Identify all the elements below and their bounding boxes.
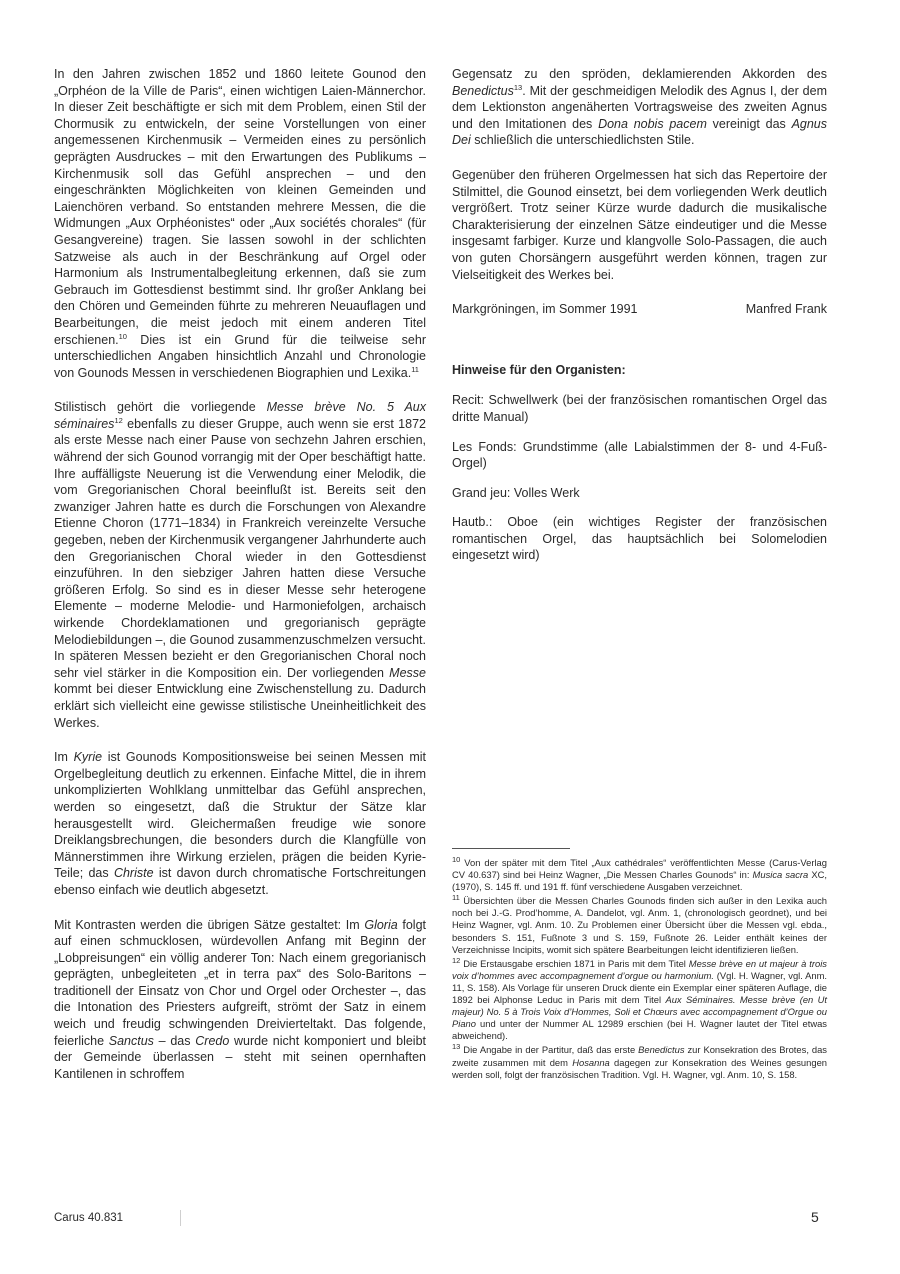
registration-hautbois: Hautb.: Oboe (ein wichtiges Register der französischen romantischen Orgel, das hauptsächlich bei Solomelodien eingesetzt wird): [452, 515, 827, 563]
page-number: 5: [811, 1209, 819, 1225]
paragraph-repertoire: Gegenüber den früheren Orgelmessen hat sich das Repertoire der Stilmittel, die Gounod einsetzt, bei dem vorliegenden Werk deutlich vergrößert. Trotz seiner Kürze wurde dadurch die musikalische Charakterisierung der einzelnen Sätze eindeutiger und die Messe insgesamt farbiger. Kurze und klangvolle Solo-Passagen, die auch von guten Chorsängern ausgeführt werden können, tragen zur Vielseitigkeit des Werkes bei.: [452, 167, 827, 282]
place-date: Markgröningen, im Sommer 1991: [452, 302, 638, 317]
paragraph-benedictus: Gegensatz zu den spröden, deklamierenden Akkorden des Benedictus$^{13}$. Mit der geschmeidigen Melodik des Agnus I, der dem dem Lektionston angenäherten Vortragsweise des zweiten Agnus und den Imitationen des Dona nobis pacem vereinigt das Agnus Dei schließlich die unterschiedlichsten Stile.: [452, 67, 828, 148]
paragraph-orpheon: In den Jahren zwischen 1852 und 1860 leitete Gounod den „Orphéon de la Ville de Paris“, einen wichtigen Laien-Männerchor. In dieser Zeit beschäftigte er sich mit dem Problem, einen Stil der Chormusik zu entwickeln, der seine Vorstellungen von einer angemessenen Kirchenmusik – Vermeiden eines zu persönlich geprägten Ausdruckes – mit den Erwartungen des Publikums – Kirchenmusik soll das Gefühl ansprechen – und den eingeschränkten Möglichkeiten von kleinen Gemeinden und Laienchören verband. So entstanden mehrere Messen, die die Widmungen „Aux Orphéonistes“ oder „Aux sociétés chorales“ (für Gesangvereine) tragen. Sie lassen sowohl in der schlichten Satzweise als auch in der Beschränkung auf Orgel oder Harmonium als Instrumentalbegleitung erkennen, daß sie zum Gebrauch im Gottesdienst bestimmt sind. Ihr großer Anklang bei den Chören und Gemeinden führte zu mehreren Neuauflagen und Bearbeitungen, die meist jedoch mit einem anderen Titel erschienen.$^{10}$ Dies ist ein Grund für die teilweise sehr unterschiedlichen Angaben hinsichtlich Anzahl und Chronologie von Gounods Messen in verschiedenen Biographien und Lexika.$^{11}$: [54, 67, 426, 380]
left-column: [54, 66, 426, 1100]
footnote-13: $^{13}$ Die Angabe in der Partitur, daß das erste Benedictus zur Konsekration des Brotes, das zweite zusammen mit dem Hosanna dagegen zur Konsekration des Weines gesungen werden soll, folgt der französischen Tradition. Vgl. H. Wagner, vgl. Anm. 10, S. 158.: [452, 1042, 828, 1080]
organist-heading: Hinweise für den Organisten:: [452, 362, 626, 377]
footnote-ref-12: 12: [114, 415, 123, 425]
footnote-ref-11: 11: [411, 364, 419, 374]
registration-fonds: Les Fonds: Grundstimme (alle Labialstimmen der 8- und 4-Fuß-Orgel): [452, 439, 827, 471]
registration-list: [452, 392, 827, 564]
registration-grand-jeu: Grand jeu: Volles Werk: [452, 485, 580, 500]
right-column: [452, 66, 827, 577]
footnote-ref-10: 10: [118, 331, 127, 341]
paragraph-kyrie: Im Kyrie ist Gounods Kompositionsweise bei seinen Messen mit Orgelbegleitung deutlich zu erkennen. Einfache Mittel, die in ihrem unkomplizierten Wohlklang unmittelbar das Gefühl ansprechen, werden so eingesetzt, daß die Struktur der Sätze klar herausgestellt wird. Gleichermaßen freudige wie sonore Dreiklangsbrechungen, die besonders durch die Klangfülle von Männerstimmen ihre Wirkung erzielen, prägen die beiden Kyrie-Teile; das Christe ist davon durch chromatische Fortschreitungen ebenso einfach wie deutlich abgesetzt.: [54, 750, 427, 897]
footnotes: [452, 848, 827, 1083]
author-name: Manfred Frank: [745, 302, 827, 317]
paragraph-gloria: Mit Kontrasten werden die übrigen Sätze gestaltet: Im Gloria folgt auf einen schmucklosen, würdevollen Anfang mit Beginn der „Lobpreisungen“ ein völlig anderer Ton: Nach einem gregorianisch geprägten, unbegleiteten „et in terra pax“ des Solo-Baritons – traditionell der Einsatz von Chor und Orgel oder Orchester –, das die Intonation des Priesters aufgreift, strömt der Satz in einem weich und freudig schwingenden Dreivierteltakt. Das folgende, feierliche Sanctus – das Credo wurde nicht komponiert und bleibt der Gemeinde überlassen – steht mit seinen opernhaften Kantilenen in schroffem: [54, 917, 426, 1081]
footnote-12: $^{12}$ Die Erstausgabe erschien 1871 in Paris mit dem Titel Messe brève en ut majeur à trois voix d’hommes avec accompagnement d’orgue ou harmonium. (Vgl. H. Wagner, vgl. Anm. 11, S. 158). Als Vorlage für unseren Druck diente ein Exemplar einer späteren Auflage, die 1892 bei Alphonse Leduc in Paris mit dem Titel Aux Séminaires. Messe brève (en Ut majeur) No. 5 à Trois Voix d’Hommes, Soli et Chœurs avec accompagnement d’Orgue ou Piano und unter der Nummer AL 12989 erschien (bei H. Wagner lautet der Titel etwas abweichend).: [452, 955, 827, 1042]
registration-recit: Recit: Schwellwerk (bei der französischen romantischen Orgel das dritte Manual): [452, 393, 827, 424]
signature-line: [452, 301, 827, 318]
catalog-number: Carus 40.831: [54, 1212, 124, 1224]
footnote-10: $^{10}$ Von der später mit dem Titel „Aux cathédrales“ veröffentlichten Messe (Carus-Verlag CV 40.637) sind bei Heinz Wagner, „Die Messen Charles Gounods“ in: Musica sacra XC, (1970), S. 145 ff. und 191 ff. fünf verschiedene Ausgaben verzeichnet.: [452, 854, 827, 893]
paragraph-stilistisch: Stilistisch gehört die vorliegende Messe brève No. 5 Aux séminaires$^{12}$ ebenfalls zu dieser Gruppe, auch wenn sie erst 1872 als erste Messe nach einer Pause von sechzehn Jahren erschien, während der sich Gounod vorrangig mit der Oper beschäftigt hatte. Ihre auffälligste Neuerung ist die Verwendung einer Melodik, die vom Gregorianischen Choral beeinflußt ist. Bereits seit den zwanziger Jahren hatte es durch die Forschungen von Alexandre Etienne Choron (1771–1834) in Frankreich vereinzelte Versuche gegeben, neben der Kirchenmusik vergangener Jahrhunderte auch den Gregorianischen Choral wieder in den Gottesdienst einzuführen. In den siebziger Jahren hatten diese Versuche größeren Erfolg. So sind es in dieser Messe sehr heterogene Elemente – moderne Melodie- und Harmoniefolgen, archaisch wirkende Chordeklamationen und gregorianisch geprägte Melodiebildungen –, die Gounod zusammenzuschmelzen versucht. In späteren Messen bezieht er den Gregorianischen Choral noch sehr viel stärker in die Komposition ein. Der vorliegenden Messe kommt bei dieser Entwicklung eine Zwischenstellung zu. Dadurch erklärt sich vielleicht eine gewisse stilistische Uneinheitlichkeit des Werkes.: [54, 400, 426, 730]
footer-divider: [180, 1210, 181, 1226]
footnote-ref-13: 13: [513, 82, 523, 92]
footnote-11: $^{11}$ Übersichten über die Messen Charles Gounods finden sich außer in den Lexika auch noch bei J.-G. Prod’homme, A. Dandelot, vgl. Anm. 1, (chronologisch geordnet), und bei Heinz Wagner, vgl. Anm. 10. Zu Problemen einer Übersicht über die Messen vgl. ebda., besonders S. 151, Fußnote 3 und S. 159, Fußnote 26. Leider enthält keines der Verzeichnisse Incipits, womit sich spätere Bearbeitungen leicht identifizieren ließen.: [452, 893, 827, 955]
footnote-rule: [452, 848, 570, 849]
